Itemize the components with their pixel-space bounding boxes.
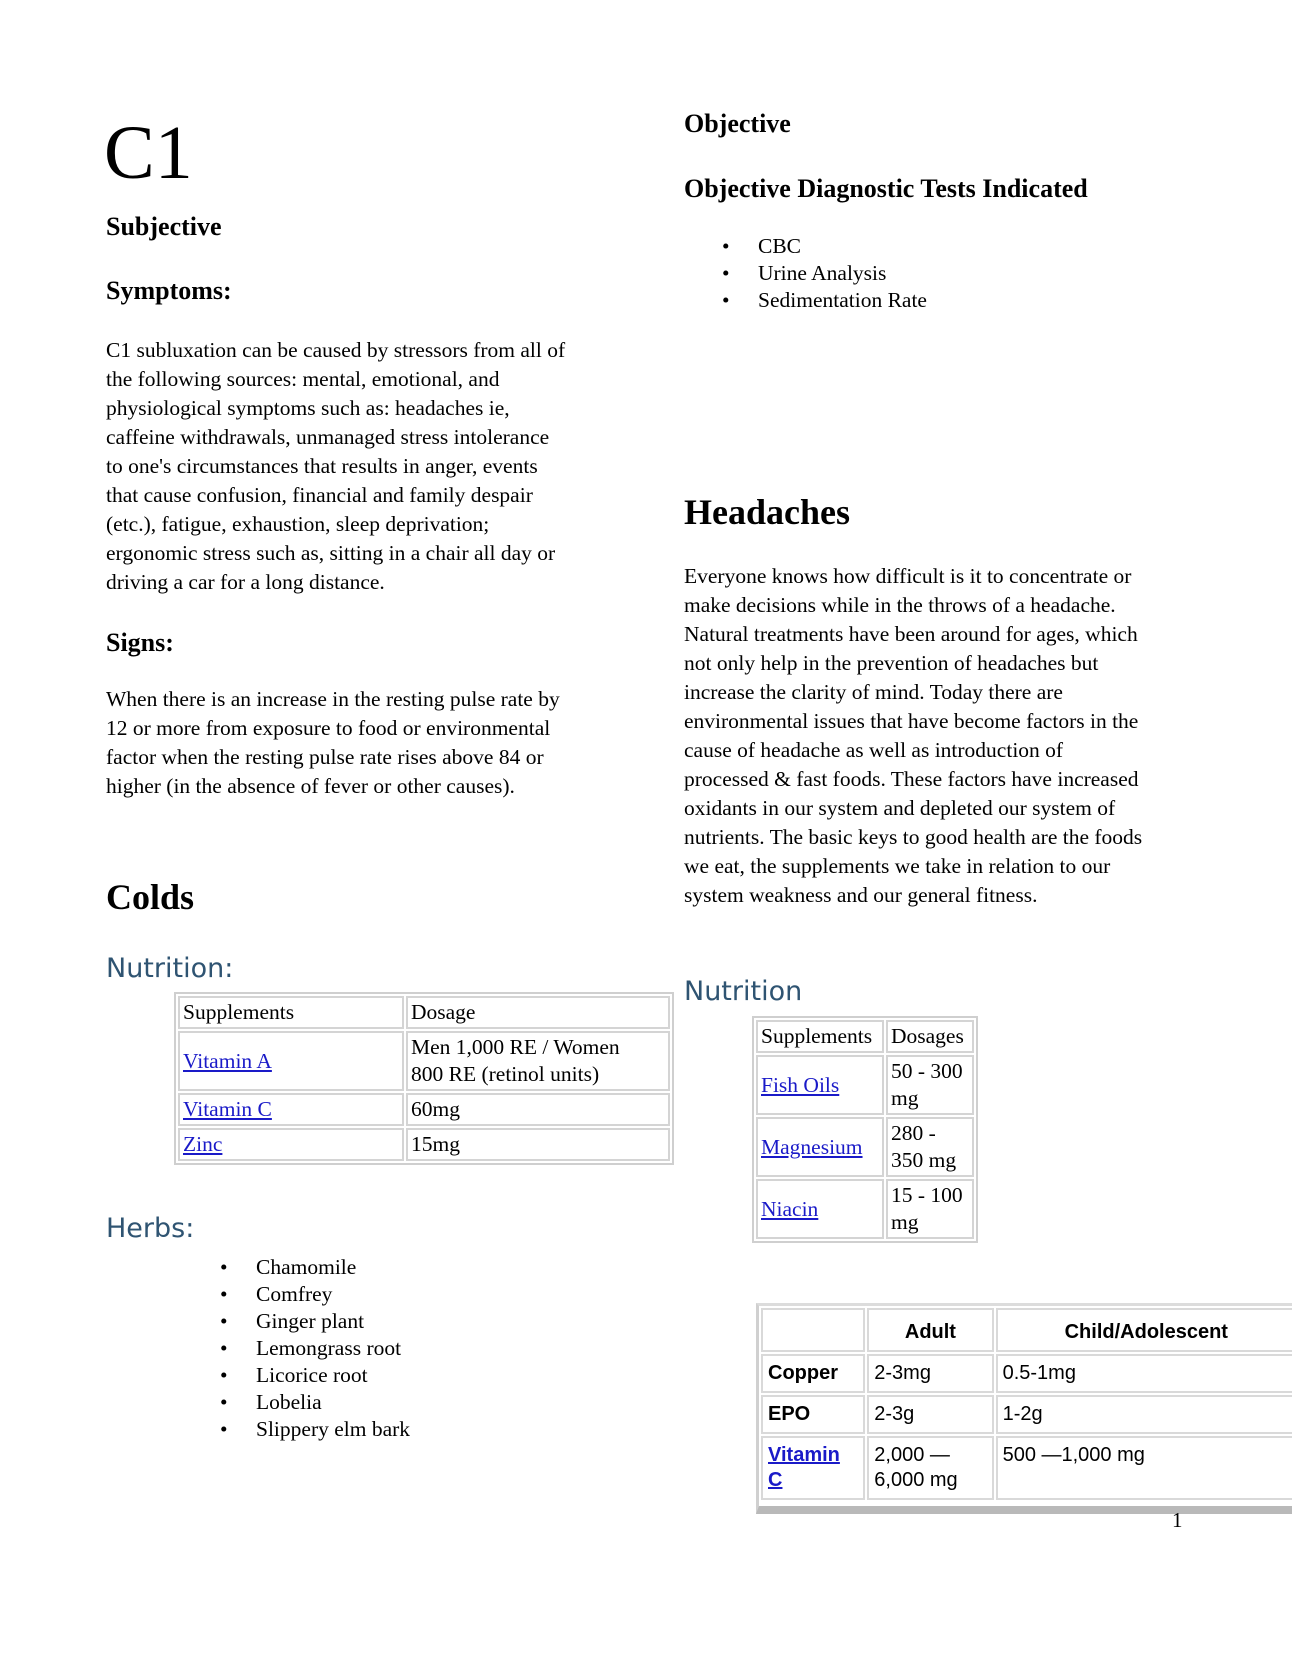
signs-line: When there is an increase in the resting pulse rate by (106, 687, 560, 711)
symptoms-line: C1 subluxation can be caused by stressors from all of (106, 338, 566, 362)
table-row (178, 1031, 670, 1091)
dosage-cell (886, 1179, 974, 1239)
list-item: • Slippery elm bark (220, 1416, 410, 1443)
table-header-cell: Supplements (756, 1020, 884, 1053)
table-header-cell: Supplements (178, 996, 404, 1029)
symptoms-line: that cause confusion, financial and family despair (106, 483, 533, 507)
adult-dose-line: 2,000 — (874, 1444, 950, 1466)
child-dose-cell: 500 —1,000 mg (996, 1436, 1292, 1500)
dosage-line: 50 - 300 (891, 1059, 963, 1083)
list-item: • Lobelia (220, 1389, 410, 1416)
colds-heading: Colds (106, 877, 195, 917)
headaches-line: Natural treatments have been around for ages, which (684, 622, 1138, 646)
dosage-line: 350 mg (891, 1148, 957, 1172)
adult-dose-cell: 2-3mg (867, 1354, 993, 1393)
table-row (761, 1354, 1292, 1393)
table-row (761, 1436, 1292, 1500)
dosage-cell (886, 1117, 974, 1177)
diagnostic-tests-list (722, 233, 927, 314)
table-header-cell: Dosages (886, 1020, 974, 1053)
subjective-heading: Subjective (106, 212, 222, 241)
adult-dose-cell (867, 1436, 993, 1500)
symptoms-paragraph (106, 336, 626, 597)
signs-paragraph (106, 685, 626, 801)
list-item: • CBC (722, 233, 927, 260)
row-header-cell: Copper (761, 1354, 865, 1393)
symptoms-line: to one's circumstances that results in anger, events (106, 454, 538, 478)
table-header-cell: Child/Adolescent (996, 1308, 1292, 1352)
list-item: • Ginger plant (220, 1308, 410, 1335)
objective-heading: Objective (684, 109, 791, 138)
list-item: • Chamomile (220, 1254, 410, 1281)
row-header-cell: EPO (761, 1395, 865, 1434)
list-item: • Comfrey (220, 1281, 410, 1308)
dosage-cell (886, 1055, 974, 1115)
adult-dose-line: 6,000 mg (874, 1469, 958, 1491)
signs-heading: Signs: (106, 628, 174, 657)
page-title: C1 (104, 111, 193, 195)
dosage-line: 280 - (891, 1121, 936, 1145)
headaches-line: cause of headache as well as introduction of (684, 738, 1064, 762)
table-header-cell: Adult (867, 1308, 993, 1352)
vitamin-a-link[interactable]: Vitamin A (183, 1048, 272, 1073)
headaches-line: Everyone knows how difficult is it to concentrate or (684, 564, 1132, 588)
page-number: 1 (1172, 1508, 1183, 1532)
signs-line: 12 or more from exposure to food or environmental (106, 716, 551, 740)
table-header-cell: Dosage (406, 996, 670, 1029)
table-header-row (178, 996, 670, 1029)
adult-child-dosage-table (756, 1303, 1292, 1514)
vitamin-c-link[interactable]: Vitamin C (183, 1097, 272, 1121)
symptoms-line: driving a car for a long distance. (106, 570, 385, 594)
child-dose-cell: 1-2g (996, 1395, 1292, 1434)
colds-nutrition-heading: Nutrition: (106, 953, 234, 984)
headaches-line: processed & fast foods. These factors have increased (684, 767, 1139, 791)
headaches-line: nutrients. The basic keys to good health are the foods (684, 825, 1143, 849)
niacin-link[interactable]: Niacin (761, 1196, 819, 1221)
headaches-line: system weakness and our general fitness. (684, 883, 1038, 907)
headaches-heading: Headaches (684, 492, 850, 532)
table-row (756, 1179, 974, 1239)
table-row (756, 1117, 974, 1177)
table-row (756, 1055, 974, 1115)
signs-line: higher (in the absence of fever or other causes). (106, 774, 515, 798)
headaches-line: oxidants in our system and depleted our system of (684, 796, 1116, 820)
list-item: • Licorice root (220, 1362, 410, 1389)
herbs-list (220, 1254, 410, 1443)
adult-dose-cell: 2-3g (867, 1395, 993, 1434)
symptoms-line: (etc.), fatigue, exhaustion, sleep deprivation; (106, 512, 490, 536)
child-dose-cell: 0.5-1mg (996, 1354, 1292, 1393)
web-vitamin-c-link[interactable]: Vitamin C (768, 1444, 840, 1491)
dosage-line: 15 - 100 (891, 1183, 963, 1207)
diagnostic-tests-heading: Objective Diagnostic Tests Indicated (684, 174, 1088, 203)
list-item: • Lemongrass root (220, 1335, 410, 1362)
dosage-line: Men 1,000 RE / Women (411, 1035, 620, 1059)
headaches-line: not only help in the prevention of headaches but (684, 651, 1099, 675)
list-item: • Sedimentation Rate (722, 287, 927, 314)
headaches-supplements-table (752, 1016, 978, 1243)
table-row (178, 1128, 670, 1161)
table-header-cell (761, 1308, 865, 1352)
table-header-row (761, 1308, 1292, 1352)
symptoms-heading: Symptoms: (106, 276, 232, 305)
magnesium-link[interactable]: Magnesium (761, 1134, 863, 1159)
table-row (761, 1395, 1292, 1434)
list-item: • Urine Analysis (722, 260, 927, 287)
symptoms-line: caffeine withdrawals, unmanaged stress intolerance (106, 425, 550, 449)
fish-oils-link[interactable]: Fish Oils (761, 1072, 840, 1097)
dosage-line: mg (891, 1210, 919, 1234)
headaches-nutrition-heading: Nutrition (684, 976, 803, 1007)
headaches-paragraph (684, 562, 1244, 910)
dosage-line: mg (891, 1086, 919, 1110)
herbs-heading: Herbs: (106, 1213, 195, 1244)
signs-line: factor when the resting pulse rate rises above 84 or (106, 745, 544, 769)
symptoms-line: ergonomic stress such as, sitting in a chair all day or (106, 541, 556, 565)
zinc-link[interactable]: Zinc (183, 1132, 223, 1156)
headaches-line: increase the clarity of mind. Today there are (684, 680, 1063, 704)
colds-supplements-table (174, 992, 674, 1165)
headaches-line: environmental issues that have become factors in the (684, 709, 1139, 733)
headaches-line: we eat, the supplements we take in relation to our (684, 854, 1111, 878)
dosage-cell: 60mg (406, 1093, 670, 1126)
headaches-line: make decisions while in the throws of a headache. (684, 593, 1116, 617)
table-row (178, 1093, 670, 1126)
dosage-line: 800 RE (retinol units) (411, 1062, 600, 1086)
symptoms-line: physiological symptoms such as: headaches ie, (106, 396, 510, 420)
dosage-cell (406, 1031, 670, 1091)
dosage-cell: 15mg (406, 1128, 670, 1161)
table-header-row (756, 1020, 974, 1053)
symptoms-line: the following sources: mental, emotional, and (106, 367, 500, 391)
